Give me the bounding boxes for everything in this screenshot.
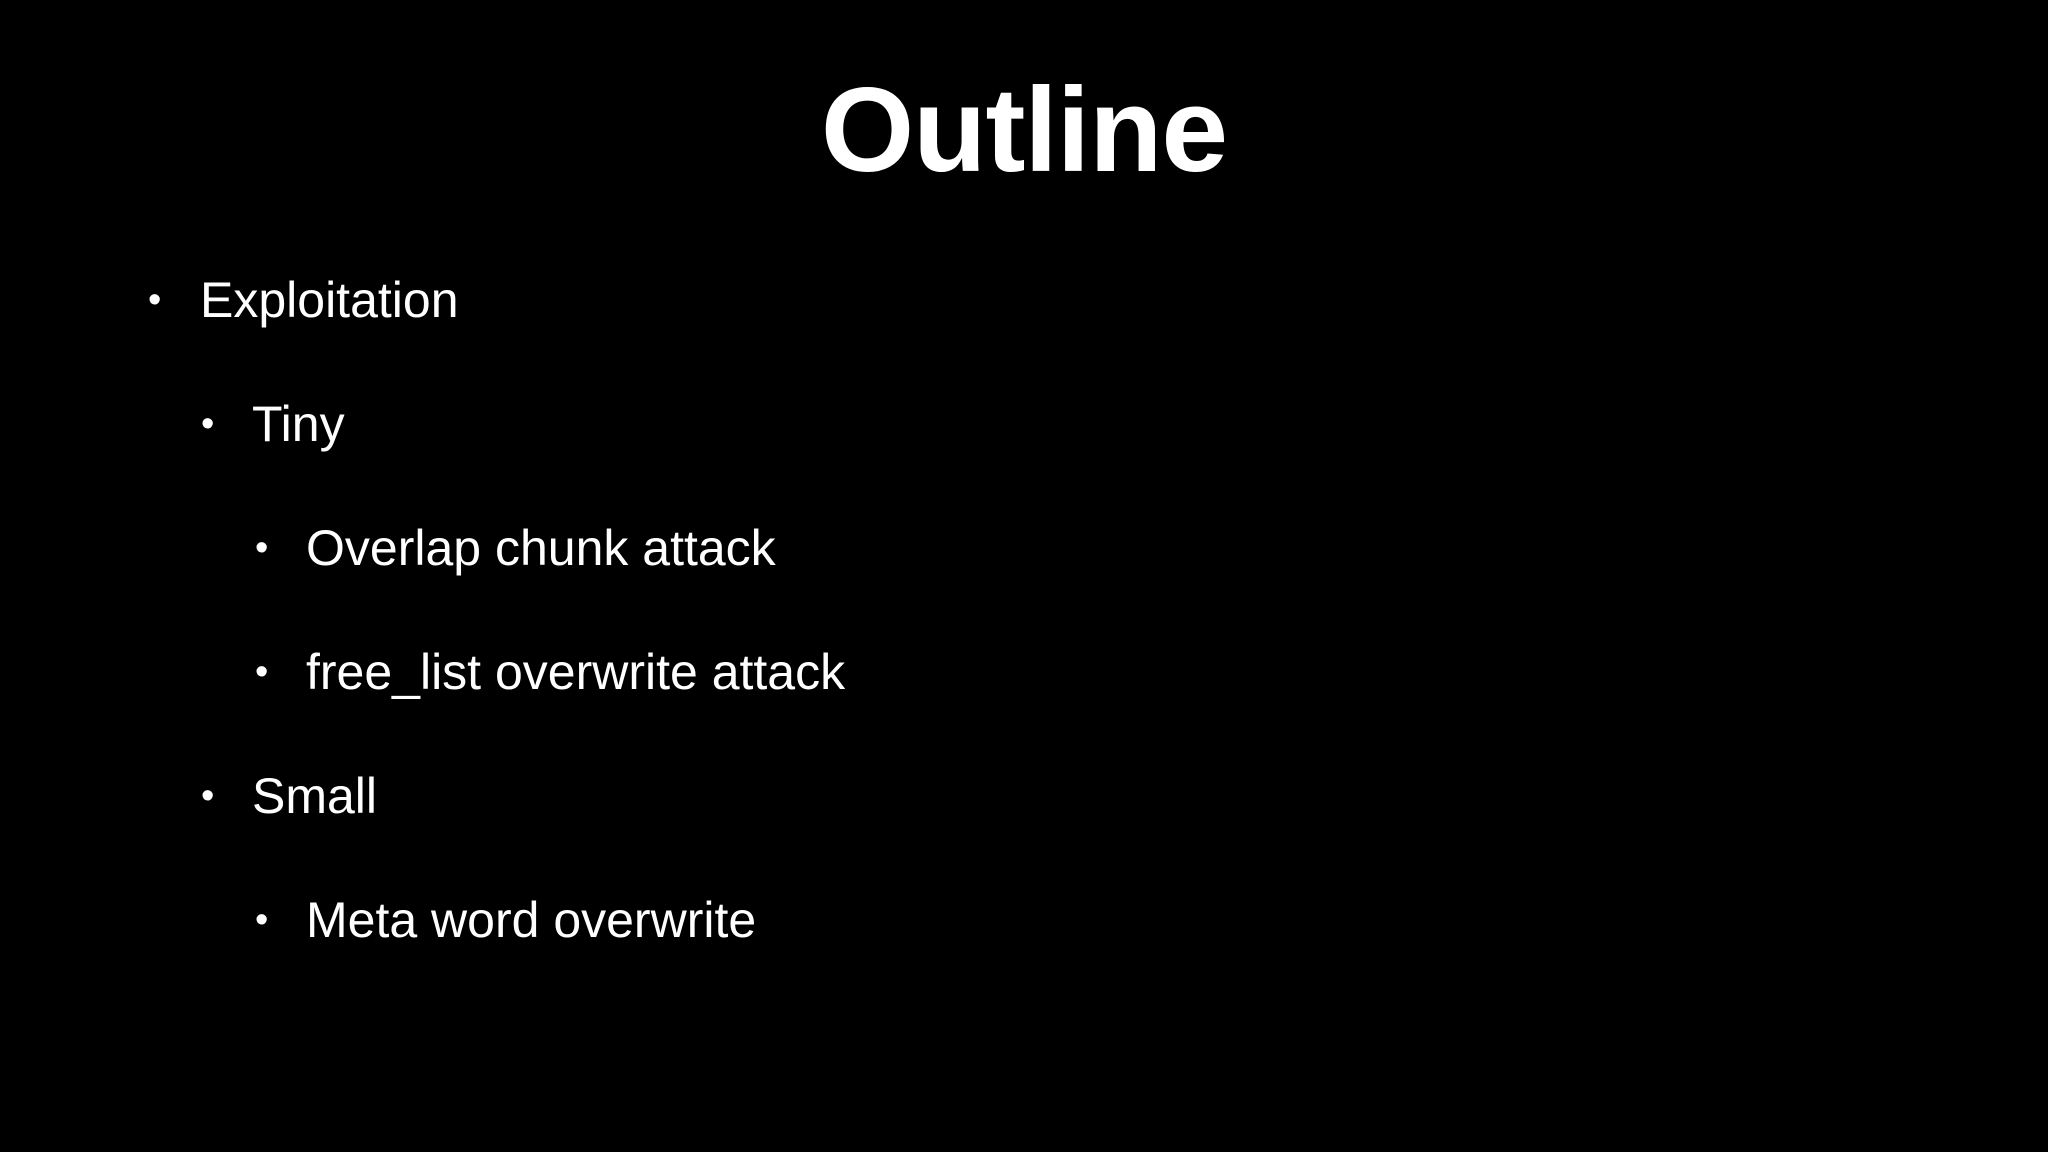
- list-item-text: Small: [252, 768, 378, 824]
- list-item: [0, 761, 2048, 885]
- bullet-icon: •: [255, 527, 269, 569]
- list-item: [0, 265, 2048, 389]
- list-item: [0, 513, 2048, 637]
- bullet-icon: •: [201, 775, 215, 817]
- outline-list: [0, 265, 2048, 1009]
- bullet-icon: •: [201, 403, 215, 445]
- list-item: [0, 389, 2048, 513]
- bullet-icon: •: [148, 279, 162, 321]
- list-item: [0, 637, 2048, 761]
- bullet-icon: •: [255, 899, 269, 941]
- list-item-text: Meta word overwrite: [306, 892, 757, 948]
- list-item-text: Tiny: [252, 396, 345, 452]
- list-item: [0, 885, 2048, 1009]
- list-item-text: Overlap chunk attack: [306, 520, 776, 576]
- list-item-text: free_list overwrite attack: [306, 644, 846, 700]
- slide-title: Outline: [820, 63, 1228, 197]
- bullet-icon: •: [255, 651, 269, 693]
- list-item-text: Exploitation: [200, 272, 459, 328]
